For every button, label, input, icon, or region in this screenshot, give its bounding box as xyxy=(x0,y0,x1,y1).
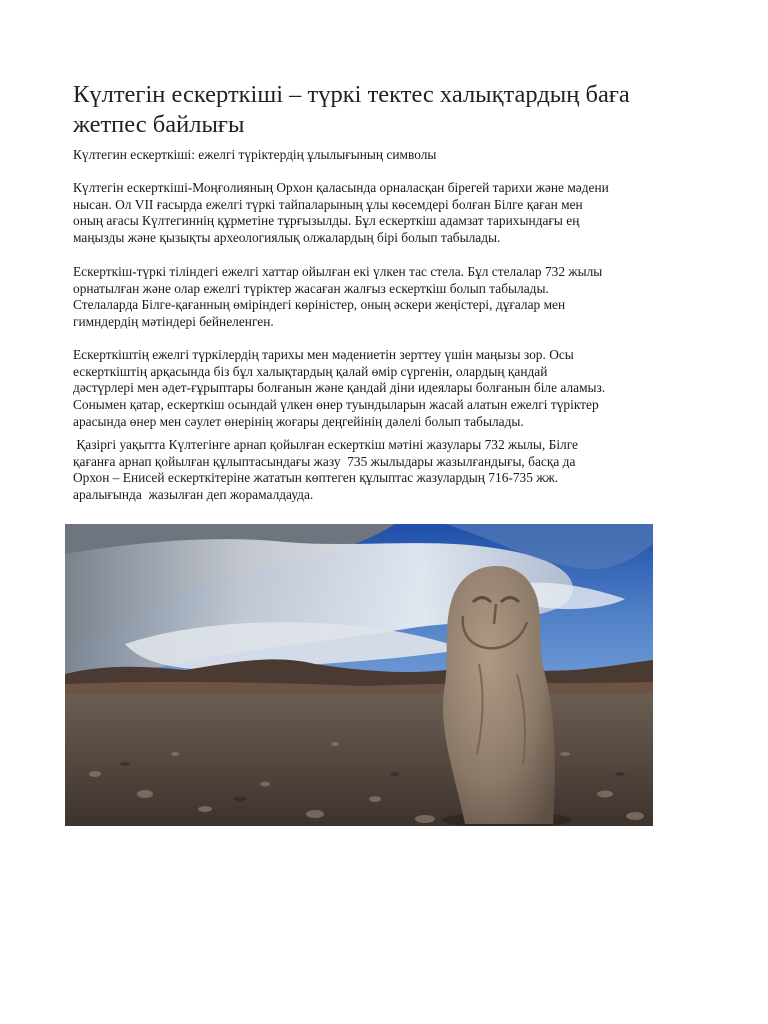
paragraph-4 xyxy=(73,437,723,504)
paragraph-line: гимндердің мәтіндері бейнеленген. xyxy=(73,314,274,330)
paragraph-line: ескерткіштің арқасында біз бұл халықтардың қалай өмір сүргенін, олардың қандай xyxy=(73,363,548,379)
stone-statue-photo xyxy=(65,524,653,826)
paragraph-1 xyxy=(73,180,723,247)
rocky-ground xyxy=(65,694,653,826)
title-line: Күлтегін ескерткіші – түркі тектес халықтардың баға xyxy=(73,81,630,108)
subtitle: Күлтегин ескерткіші: ежелгі түріктердің ұлылығының символы xyxy=(73,147,437,162)
paragraph-line: арасында өнер мен сәулет өнерінің жоғары деңгейінің дәлелі болып табылады. xyxy=(73,413,524,429)
paragraph-line: Ескерткіштің ежелгі түркілердің тарихы мен мәдениетін зерттеу үшін маңызы зор. Осы xyxy=(73,347,574,362)
paragraph-line: Қазіргі уақытта Күлтегінге арнап қойылған ескерткіш мәтіні жазулары 732 жылы, Білге xyxy=(73,437,578,452)
paragraph-line: Орхон – Енисей ескерткітеріне жататын көптеген құлыптас жазулардың 716-735 жж. xyxy=(73,470,559,486)
paragraph-line: Сонымен қатар, ескерткіш осындай үлкен өнер туындыларын жасай алатын ежелгі түріктер xyxy=(73,397,599,413)
paragraph-line: дәстүрлері мен әдет-ғұрыптары болғанын және қандай діни идеялары болғанын біле аламыз. xyxy=(73,380,606,396)
page-title xyxy=(73,80,713,140)
paragraph-line: Ескерткіш-түркі тіліндегі ежелгі хаттар ойылған екі үлкен тас стела. Бұл стелалар 732 жылы xyxy=(73,264,603,279)
paragraph-line: аралығында жазылған деп жорамалдауда. xyxy=(73,487,314,503)
paragraph-line: орнатылған және олар ежелгі түріктер жасаған жалғыз ескерткіш болып табылады. xyxy=(73,280,549,296)
title-line: жетпес байлығы xyxy=(73,111,245,138)
paragraph-2 xyxy=(73,264,723,331)
paragraph-line: Стелаларда Білге-қағанның өміріндегі көріністер, оның әскери жеңістері, дұғалар мен xyxy=(73,297,566,313)
paragraph-line: Күлтегін ескерткіші-Моңғолияның Орхон қаласында орналасқан бірегей тарихи және мәдени xyxy=(73,180,609,195)
paragraph-3 xyxy=(73,347,723,431)
paragraph-line: маңызды және қызықты археологиялық олжалардың бірі болып табылады. xyxy=(73,230,501,246)
paragraph-line: нысан. Ол VII ғасырда ежелгі түркі тайпаларының ұлы көсемдері болған Білге қаған мен xyxy=(73,196,583,212)
paragraph-line: оның ағасы Күлтегиннің құрметіне тұрғызылды. Бұл ескерткіш адамзат тарихындағы ең xyxy=(73,213,580,229)
paragraph-line: қағанға арнап қойылған құлыптасындағы жазу 735 жылыдары жазылғандығы, басқа да xyxy=(73,453,576,469)
